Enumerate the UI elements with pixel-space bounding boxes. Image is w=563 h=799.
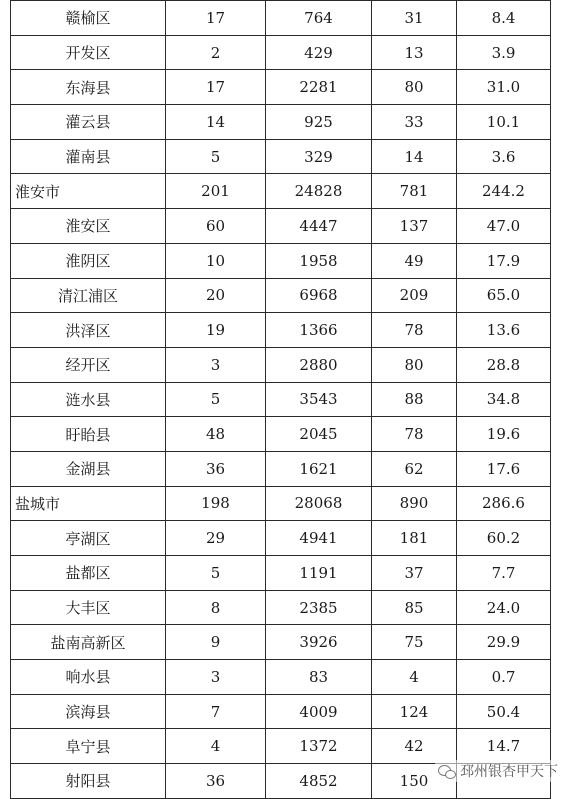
value-cell-2: 4009 bbox=[266, 694, 372, 729]
value-cell-3: 49 bbox=[372, 243, 457, 278]
table-row bbox=[11, 417, 551, 452]
value-cell-3: 75 bbox=[372, 625, 457, 660]
value-cell-3: 14 bbox=[372, 139, 457, 174]
region-name-cell: 经开区 bbox=[11, 347, 166, 382]
value-cell-2: 4852 bbox=[266, 764, 372, 799]
value-cell-3: 88 bbox=[372, 382, 457, 417]
table-row-city bbox=[11, 174, 551, 209]
value-cell-1: 17 bbox=[166, 1, 266, 36]
region-name-cell: 盱眙县 bbox=[11, 417, 166, 452]
value-cell-1: 201 bbox=[166, 174, 266, 209]
value-cell-2: 2045 bbox=[266, 417, 372, 452]
region-name-cell: 灌云县 bbox=[11, 105, 166, 140]
value-cell-2: 1366 bbox=[266, 313, 372, 348]
region-name-cell: 赣榆区 bbox=[11, 1, 166, 36]
watermark bbox=[435, 760, 561, 782]
value-cell-3: 13 bbox=[372, 35, 457, 70]
value-cell-4: 14.7 bbox=[457, 729, 551, 764]
value-cell-4: 13.6 bbox=[457, 313, 551, 348]
table-row bbox=[11, 660, 551, 695]
region-name-cell: 涟水县 bbox=[11, 382, 166, 417]
table-row bbox=[11, 347, 551, 382]
value-cell-3: 62 bbox=[372, 451, 457, 486]
region-name-cell: 清江浦区 bbox=[11, 278, 166, 313]
value-cell-3: 181 bbox=[372, 521, 457, 556]
value-cell-1: 14 bbox=[166, 105, 266, 140]
table-row bbox=[11, 70, 551, 105]
value-cell-1: 5 bbox=[166, 556, 266, 591]
value-cell-1: 3 bbox=[166, 660, 266, 695]
value-cell-1: 7 bbox=[166, 694, 266, 729]
value-cell-2: 2880 bbox=[266, 347, 372, 382]
region-name-cell: 滨海县 bbox=[11, 694, 166, 729]
table-row bbox=[11, 243, 551, 278]
value-cell-1: 198 bbox=[166, 486, 266, 521]
value-cell-3: 209 bbox=[372, 278, 457, 313]
region-name-cell: 盐都区 bbox=[11, 556, 166, 591]
value-cell-3: 80 bbox=[372, 70, 457, 105]
region-name-cell: 淮阴区 bbox=[11, 243, 166, 278]
table-row bbox=[11, 625, 551, 660]
value-cell-1: 36 bbox=[166, 451, 266, 486]
value-cell-3: 42 bbox=[372, 729, 457, 764]
value-cell-2: 1191 bbox=[266, 556, 372, 591]
value-cell-2: 3543 bbox=[266, 382, 372, 417]
value-cell-4: 47.0 bbox=[457, 209, 551, 244]
value-cell-2: 329 bbox=[266, 139, 372, 174]
value-cell-4: 10.1 bbox=[457, 105, 551, 140]
value-cell-1: 36 bbox=[166, 764, 266, 799]
value-cell-2: 764 bbox=[266, 1, 372, 36]
value-cell-2: 3926 bbox=[266, 625, 372, 660]
value-cell-4: 29.9 bbox=[457, 625, 551, 660]
value-cell-1: 20 bbox=[166, 278, 266, 313]
table-row bbox=[11, 139, 551, 174]
value-cell-2: 4447 bbox=[266, 209, 372, 244]
region-name-cell: 东海县 bbox=[11, 70, 166, 105]
value-cell-1: 19 bbox=[166, 313, 266, 348]
value-cell-4: 3.6 bbox=[457, 139, 551, 174]
table-row bbox=[11, 35, 551, 70]
table-body bbox=[11, 1, 551, 799]
value-cell-1: 9 bbox=[166, 625, 266, 660]
value-cell-2: 2385 bbox=[266, 590, 372, 625]
table-row bbox=[11, 694, 551, 729]
table-row bbox=[11, 105, 551, 140]
table-row-city bbox=[11, 486, 551, 521]
region-name-cell: 洪泽区 bbox=[11, 313, 166, 348]
value-cell-2: 28068 bbox=[266, 486, 372, 521]
region-name-cell: 淮安市 bbox=[11, 174, 166, 209]
value-cell-4: 17.9 bbox=[457, 243, 551, 278]
table-row bbox=[11, 451, 551, 486]
value-cell-4: 0.7 bbox=[457, 660, 551, 695]
region-name-cell: 亭湖区 bbox=[11, 521, 166, 556]
value-cell-2: 429 bbox=[266, 35, 372, 70]
watermark-text: 邳州银杏甲天下 bbox=[460, 764, 558, 780]
region-name-cell: 开发区 bbox=[11, 35, 166, 70]
value-cell-2: 4941 bbox=[266, 521, 372, 556]
value-cell-2: 83 bbox=[266, 660, 372, 695]
value-cell-4: 19.6 bbox=[457, 417, 551, 452]
region-name-cell: 射阳县 bbox=[11, 764, 166, 799]
value-cell-3: 78 bbox=[372, 417, 457, 452]
value-cell-4: 3.9 bbox=[457, 35, 551, 70]
document-page bbox=[10, 0, 550, 799]
value-cell-4: 8.4 bbox=[457, 1, 551, 36]
table-row bbox=[11, 556, 551, 591]
value-cell-2: 2281 bbox=[266, 70, 372, 105]
value-cell-4: 244.2 bbox=[457, 174, 551, 209]
value-cell-2: 6968 bbox=[266, 278, 372, 313]
value-cell-4: 34.8 bbox=[457, 382, 551, 417]
value-cell-2: 24828 bbox=[266, 174, 372, 209]
value-cell-3: 124 bbox=[372, 694, 457, 729]
value-cell-1: 5 bbox=[166, 382, 266, 417]
value-cell-3: 137 bbox=[372, 209, 457, 244]
table-row bbox=[11, 209, 551, 244]
value-cell-3: 890 bbox=[372, 486, 457, 521]
region-name-cell: 响水县 bbox=[11, 660, 166, 695]
value-cell-1: 29 bbox=[166, 521, 266, 556]
region-name-cell: 阜宁县 bbox=[11, 729, 166, 764]
value-cell-1: 17 bbox=[166, 70, 266, 105]
value-cell-3: 85 bbox=[372, 590, 457, 625]
table-row bbox=[11, 278, 551, 313]
value-cell-1: 2 bbox=[166, 35, 266, 70]
value-cell-1: 60 bbox=[166, 209, 266, 244]
value-cell-4: 24.0 bbox=[457, 590, 551, 625]
value-cell-3: 78 bbox=[372, 313, 457, 348]
statistics-table bbox=[10, 0, 551, 799]
value-cell-3: 80 bbox=[372, 347, 457, 382]
value-cell-1: 48 bbox=[166, 417, 266, 452]
value-cell-2: 1372 bbox=[266, 729, 372, 764]
value-cell-3: 31 bbox=[372, 1, 457, 36]
region-name-cell: 大丰区 bbox=[11, 590, 166, 625]
region-name-cell: 淮安区 bbox=[11, 209, 166, 244]
value-cell-1: 5 bbox=[166, 139, 266, 174]
value-cell-3: 150 bbox=[372, 764, 457, 799]
value-cell-4: 7.7 bbox=[457, 556, 551, 591]
value-cell-3: 33 bbox=[372, 105, 457, 140]
region-name-cell: 灌南县 bbox=[11, 139, 166, 174]
wechat-icon bbox=[438, 764, 456, 778]
value-cell-4: 50.4 bbox=[457, 694, 551, 729]
value-cell-2: 1621 bbox=[266, 451, 372, 486]
table-row bbox=[11, 1, 551, 36]
table-row bbox=[11, 729, 551, 764]
table-row bbox=[11, 313, 551, 348]
value-cell-4: 28.8 bbox=[457, 347, 551, 382]
value-cell-1: 8 bbox=[166, 590, 266, 625]
region-name-cell: 盐城市 bbox=[11, 486, 166, 521]
table-row bbox=[11, 382, 551, 417]
region-name-cell: 金湖县 bbox=[11, 451, 166, 486]
value-cell-1: 10 bbox=[166, 243, 266, 278]
value-cell-3: 781 bbox=[372, 174, 457, 209]
value-cell-4: 17.6 bbox=[457, 451, 551, 486]
value-cell-3: 37 bbox=[372, 556, 457, 591]
value-cell-3: 4 bbox=[372, 660, 457, 695]
table-row bbox=[11, 521, 551, 556]
value-cell-4: 60.2 bbox=[457, 521, 551, 556]
value-cell-1: 3 bbox=[166, 347, 266, 382]
value-cell-1: 4 bbox=[166, 729, 266, 764]
value-cell-4: 286.6 bbox=[457, 486, 551, 521]
value-cell-2: 1958 bbox=[266, 243, 372, 278]
value-cell-2: 925 bbox=[266, 105, 372, 140]
value-cell-4: 31.0 bbox=[457, 70, 551, 105]
region-name-cell: 盐南高新区 bbox=[11, 625, 166, 660]
table-row bbox=[11, 590, 551, 625]
value-cell-4: 65.0 bbox=[457, 278, 551, 313]
